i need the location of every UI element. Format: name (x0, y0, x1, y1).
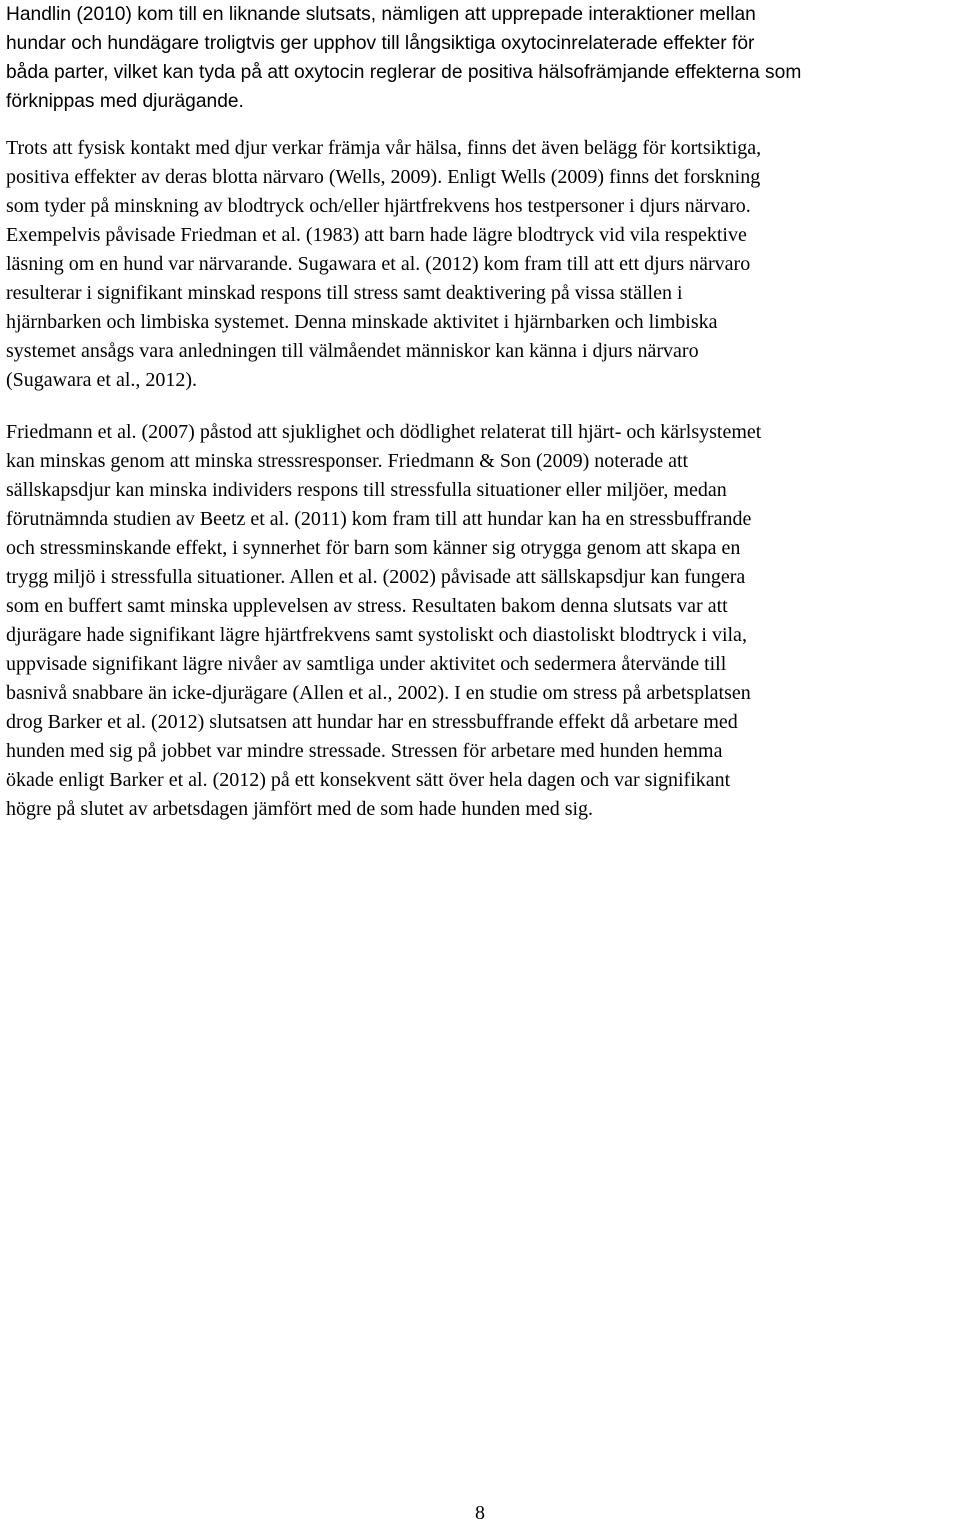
paragraph-line: positiva effekter av deras blotta närvaro (Wells, 2009). Enligt Wells (2009) finns det forskning (6, 166, 761, 188)
paragraph-line: högre på slutet av arbetsdagen jämfört med de som hade hunden med sig. (6, 798, 594, 820)
paragraph-line: Handlin (2010) kom till en liknande slutsats, nämligen att upprepade interaktioner mellan (6, 4, 756, 25)
paragraph-wells (6, 134, 954, 395)
paragraph-friedmann (6, 418, 954, 824)
paragraph-line: hjärnbarken och limbiska systemet. Denna minskade aktivitet i hjärnbarken och limbiska (6, 311, 718, 333)
paragraph-line: drog Barker et al. (2012) slutsatsen att hundar har en stressbuffrande effekt då arbetare med (6, 711, 738, 733)
paragraph-line: Friedmann et al. (2007) påstod att sjuklighet och dödlighet relaterat till hjärt- och kärlsystemet (6, 421, 762, 443)
paragraph-handlin (6, 0, 954, 116)
paragraph-line: djurägare hade signifikant lägre hjärtfrekvens samt systoliskt och diastoliskt blodtryck i vila, (6, 624, 747, 646)
page-number: 8 (475, 1502, 485, 1524)
paragraph-line: (Sugawara et al., 2012). (6, 369, 198, 391)
paragraph-line: som tyder på minskning av blodtryck och/eller hjärtfrekvens hos testpersoner i djurs närvaro. (6, 195, 751, 217)
paragraph-line: förknippas med djurägande. (6, 91, 244, 112)
paragraph-line: som en buffert samt minska upplevelsen av stress. Resultaten bakom denna slutsats var att (6, 595, 728, 617)
paragraph-line: trygg miljö i stressfulla situationer. Allen et al. (2002) påvisade att sällskapsdjur kan fungera (6, 566, 746, 588)
paragraph-line: resulterar i signifikant minskad respons till stress samt deaktivering på vissa ställen i (6, 282, 683, 304)
paragraph-line: sällskapsdjur kan minska individers respons till stressfulla situationer eller miljöer, medan (6, 479, 727, 501)
paragraph-line: Exempelvis påvisade Friedman et al. (1983) att barn hade lägre blodtryck vid vila respektive (6, 224, 747, 246)
paragraph-line: förutnämnda studien av Beetz et al. (2011) kom fram till att hundar kan ha en stressbuffrande (6, 508, 752, 530)
paragraph-line: hunden med sig på jobbet var mindre stressade. Stressen för arbetare med hunden hemma (6, 740, 723, 762)
paragraph-line: ökade enligt Barker et al. (2012) på ett konsekvent sätt över hela dagen och var signifikant (6, 769, 731, 791)
paragraph-line: systemet ansågs vara anledningen till välmåendet människor kan känna i djurs närvaro (6, 340, 699, 362)
paragraph-line: Trots att fysisk kontakt med djur verkar främja vår hälsa, finns det även belägg för kortsiktiga, (6, 137, 762, 159)
paragraph-line: uppvisade signifikant lägre nivåer av samtliga under aktivitet och sedermera återvände till (6, 653, 727, 675)
paragraph-line: hundar och hundägare troligtvis ger upphov till långsiktiga oxytocinrelaterade effekter för (6, 33, 755, 54)
paragraph-line: båda parter, vilket kan tyda på att oxytocin reglerar de positiva hälsofrämjande effekterna som (6, 62, 802, 83)
paragraph-line: läsning om en hund var närvarande. Sugawara et al. (2012) kom fram till att ett djurs närvaro (6, 253, 751, 275)
paragraph-line: kan minskas genom att minska stressresponser. Friedmann & Son (2009) noterade att (6, 450, 689, 472)
paragraph-line: och stressminskande effekt, i synnerhet för barn som känner sig otrygga genom att skapa en (6, 537, 741, 559)
paragraph-line: basnivå snabbare än icke-djurägare (Allen et al., 2002). I en studie om stress på arbetsplatsen (6, 682, 751, 704)
